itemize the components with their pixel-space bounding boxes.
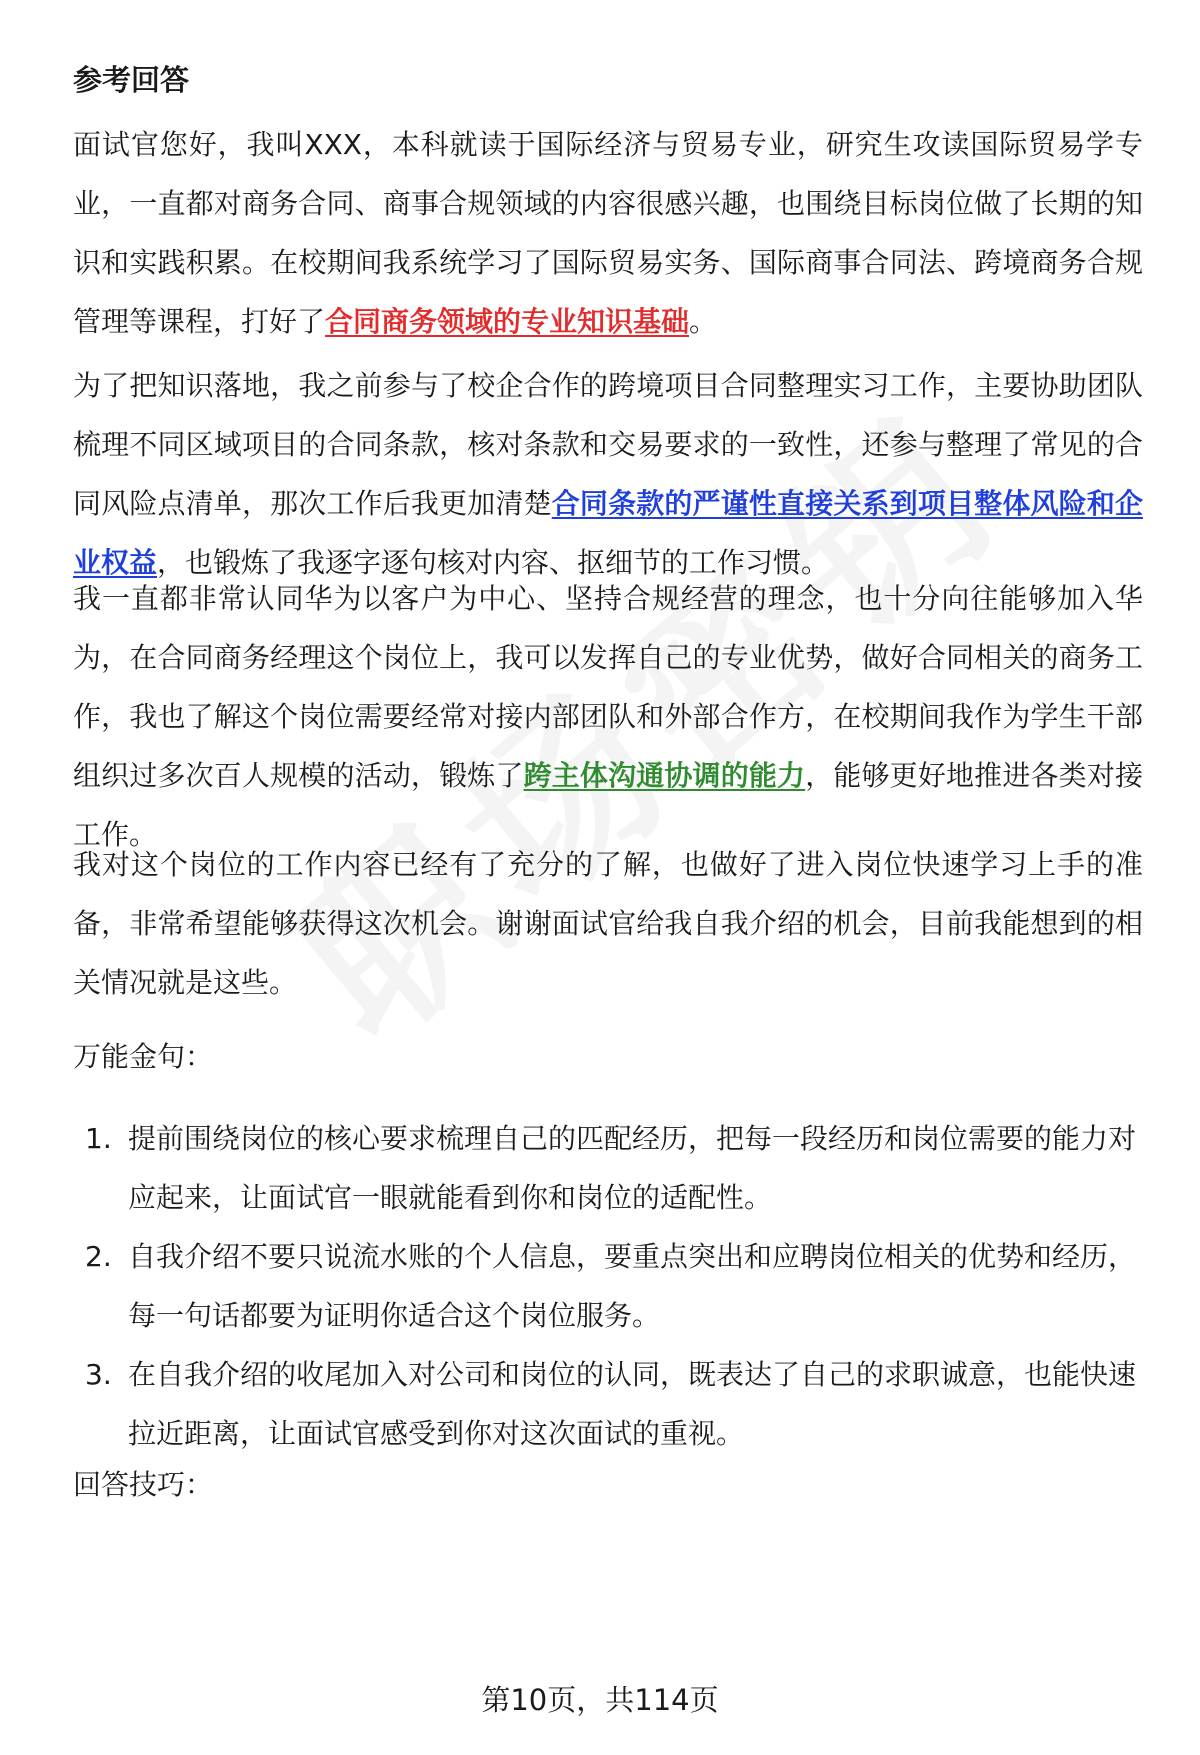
paragraph-tail: ，能够更好地推进各类对接工作。: [73, 759, 1143, 851]
paragraph-tail: ，也锻炼了我逐字逐句核对内容、抠细节的工作习惯。: [157, 546, 830, 579]
tips-label: 回答技巧：: [73, 1468, 214, 1501]
paragraph-text: 我一直都非常认同华为以客户为中心、坚持合规经营的理念，也十分向往能够加入华为，在合同商务经理这个岗位上，我可以发挥自己的专业优势，做好合同相关的商务工作，我也了解这个岗位需要经常对接内部团队和外部合作方，在校期间我作为学生干部组织过多次百人规模的活动，锻炼了: [73, 582, 1143, 792]
page-number: 第10页，共114页: [481, 1683, 719, 1717]
list-text: 自我介绍不要只说流水账的个人信息，要重点突出和应聘岗位相关的优势和经历，每一句话都要为证明你适合这个岗位服务。: [128, 1240, 1137, 1332]
highlight-green: 跨主体沟通协调的能力: [523, 759, 806, 792]
list-item: [73, 1345, 1143, 1463]
golden-sentences-label: 万能金句：: [73, 1040, 214, 1073]
golden-sentences-list: [73, 1109, 1143, 1463]
highlight-blue: 合同条款的严谨性直接关系到项目整体风险和企业权益: [73, 487, 1143, 579]
paragraph-text: 面试官您好，我叫XXX，本科就读于国际经济与贸易专业，研究生攻读国际贸易学专业，一直都对商务合同、商事合规领域的内容很感兴趣，也围绕目标岗位做了长期的知识和实践积累。在校期间我系统学习了国际贸易实务、国际商事合同法、跨境商务合规管理等课程，打好了: [73, 128, 1143, 338]
answer-paragraph-3: [73, 569, 1143, 864]
list-number: 1.: [85, 1122, 112, 1155]
section-heading: 参考回答: [73, 63, 190, 97]
list-item: [73, 1227, 1143, 1345]
highlight-red: 合同商务领域的专业知识基础: [325, 305, 690, 338]
paragraph-text: 为了把知识落地，我之前参与了校企合作的跨境项目合同整理实习工作，主要协助团队梳理不同区域项目的合同条款，核对条款和交易要求的一致性，还参与整理了常见的合同风险点清单，那次工作后我更加清楚: [73, 369, 1143, 520]
list-text: 提前围绕岗位的核心要求梳理自己的匹配经历，把每一段经历和岗位需要的能力对应起来，让面试官一眼就能看到你和岗位的适配性。: [128, 1122, 1137, 1214]
answer-paragraph-2: [73, 356, 1143, 592]
answer-paragraph-4: 我对这个岗位的工作内容已经有了充分的了解，也做好了进入岗位快速学习上手的准备，非常希望能够获得这次机会。谢谢面试官给我自我介绍的机会，目前我能想到的相关情况就是这些。: [73, 848, 1143, 999]
list-number: 3.: [85, 1358, 112, 1391]
list-item: [73, 1109, 1143, 1227]
answer-paragraph-1: [73, 115, 1143, 351]
list-text: 在自我介绍的收尾加入对公司和岗位的认同，既表达了自己的求职诚意，也能快速拉近距离，让面试官感受到你对这次面试的重视。: [128, 1358, 1137, 1450]
paragraph-tail: 。: [689, 305, 718, 338]
list-number: 2.: [85, 1240, 112, 1273]
